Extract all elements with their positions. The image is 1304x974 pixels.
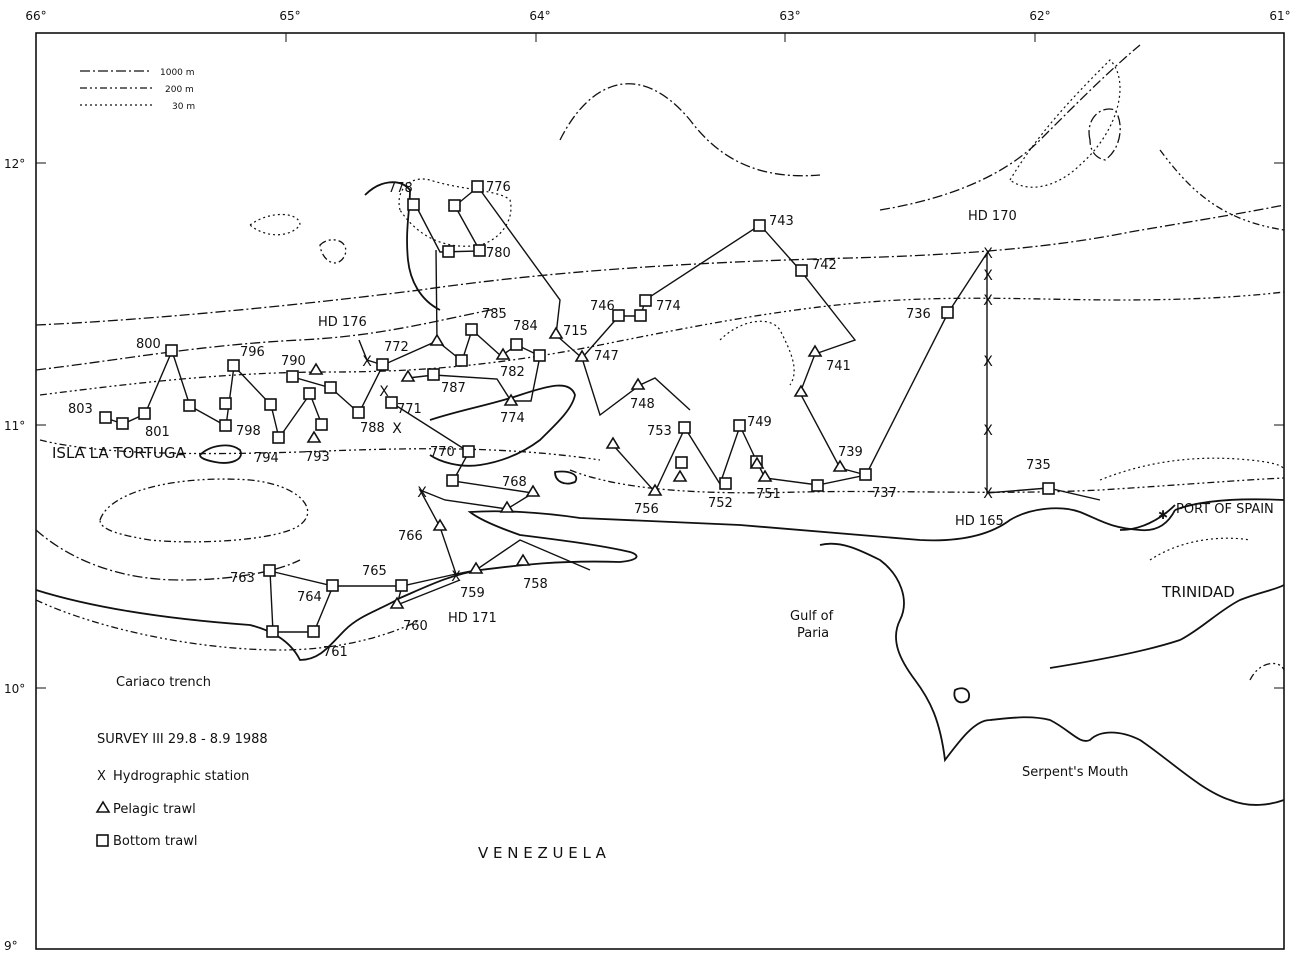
trinidad-label: TRINIDAD xyxy=(1162,583,1235,601)
bottom-trawl-square xyxy=(472,181,483,192)
station-label: 748 xyxy=(630,397,655,412)
bottom-trawl-square xyxy=(316,419,327,430)
hd-label: HD 165 xyxy=(955,514,1004,529)
bottom-trawl-square xyxy=(635,310,646,321)
pelagic-trawl-triangle xyxy=(402,371,414,381)
lat-tick-9: 9° xyxy=(4,939,18,953)
isla-la-tortuga-label: ISLA LA TORTUGA xyxy=(52,444,186,462)
station-label: 753 xyxy=(647,424,672,439)
hydro-x-marker: X xyxy=(362,354,372,370)
bottom-trawl-square xyxy=(734,420,745,431)
legend-pelagic-triangle-icon xyxy=(97,802,109,812)
bottom-trawl-square xyxy=(377,359,388,370)
station-label: 735 xyxy=(1026,458,1051,473)
bottom-trawl-square xyxy=(353,407,364,418)
bottom-trawl-square xyxy=(474,245,485,256)
station-label: 772 xyxy=(384,340,409,355)
hydro-x-marker: X xyxy=(983,423,993,439)
longitude-ticks xyxy=(25,9,1290,42)
hydro-x-marker: X xyxy=(983,268,993,284)
station-label: 803 xyxy=(68,402,93,417)
bottom-trawl-square xyxy=(264,565,275,576)
station-label: 778 xyxy=(388,181,413,196)
station-label: 765 xyxy=(362,564,387,579)
legend-bottom-label: Bottom trawl xyxy=(113,834,198,849)
lon-tick-66: 66° xyxy=(25,9,47,23)
pelagic-trawl-triangle xyxy=(834,461,846,471)
bottom-trawl-square xyxy=(184,400,195,411)
bottom-trawl-square xyxy=(327,580,338,591)
hydro-x-marker: X xyxy=(451,569,461,585)
bottom-trawl-square xyxy=(396,580,407,591)
lon-tick-64: 64° xyxy=(529,9,551,23)
station-label: 787 xyxy=(441,381,466,396)
pelagic-trawl-triangle xyxy=(795,386,807,396)
station-label: 768 xyxy=(502,475,527,490)
lon-tick-63: 63° xyxy=(779,9,801,23)
depth-legend xyxy=(80,68,195,112)
hydro-x-marker: X xyxy=(983,293,993,309)
bottom-trawl-square xyxy=(117,418,128,429)
bottom-trawl-square xyxy=(754,220,765,231)
pelagic-trawl-triangle xyxy=(674,471,686,481)
place-labels xyxy=(52,444,1274,862)
legend-bottom-square-icon xyxy=(97,835,108,846)
pelagic-trawl-triangle xyxy=(431,335,443,345)
bottom-trawl-square xyxy=(304,388,315,399)
bottom-trawl-square xyxy=(720,478,731,489)
station-label: 764 xyxy=(297,590,322,605)
map-frame xyxy=(36,33,1284,949)
station-label: 796 xyxy=(240,345,265,360)
station-label: 758 xyxy=(523,577,548,592)
pelagic-trawl-triangle xyxy=(470,563,482,573)
station-label: 774 xyxy=(656,299,681,314)
bottom-trawl-square xyxy=(463,446,474,457)
pelagic-trawl-triangle xyxy=(607,438,619,448)
station-label: 760 xyxy=(403,619,428,634)
bottom-trawl-square xyxy=(447,475,458,486)
bottom-trawl-square xyxy=(1043,483,1054,494)
bottom-trawl-markers xyxy=(100,181,1054,637)
hd-labels xyxy=(318,209,1017,626)
hydro-x-marker: X xyxy=(417,485,427,501)
station-label: 801 xyxy=(145,425,170,440)
bottom-trawl-square xyxy=(325,382,336,393)
station-label: 784 xyxy=(513,319,538,334)
hd-label: HD 170 xyxy=(968,209,1017,224)
cariaco-trench-label: Cariaco trench xyxy=(116,675,211,690)
gulf-of-paria-label: Gulf of xyxy=(790,609,834,624)
hydro-x-marker: X xyxy=(379,384,389,400)
bottom-trawl-square xyxy=(220,420,231,431)
bottom-trawl-square xyxy=(308,626,319,637)
bottom-trawl-square xyxy=(139,408,150,419)
bottom-trawl-square xyxy=(265,399,276,410)
pelagic-trawl-triangle xyxy=(434,520,446,530)
station-label: 780 xyxy=(486,246,511,261)
hydrographic-markers xyxy=(362,246,993,585)
bottom-trawl-square xyxy=(228,360,239,371)
lat-tick-10: 10° xyxy=(4,682,26,696)
bottom-trawl-square xyxy=(796,265,807,276)
bottom-trawl-square xyxy=(456,355,467,366)
station-label: 766 xyxy=(398,529,423,544)
station-label: 751 xyxy=(756,487,781,502)
station-label: 742 xyxy=(812,258,837,273)
bottom-trawl-square xyxy=(449,200,460,211)
hd-label: HD 171 xyxy=(448,611,497,626)
station-label: 752 xyxy=(708,496,733,511)
gulf-of-paria-label-2: Paria xyxy=(797,626,830,641)
pelagic-trawl-triangle xyxy=(759,471,771,481)
station-label: 800 xyxy=(136,337,161,352)
survey-title: SURVEY III 29.8 - 8.9 1988 xyxy=(97,732,268,747)
lat-tick-11: 11° xyxy=(4,419,26,433)
station-label: 739 xyxy=(838,445,863,460)
depth-contours xyxy=(36,45,1284,680)
bottom-trawl-square xyxy=(942,307,953,318)
hd-label: HD 176 xyxy=(318,315,367,330)
hydro-x-marker: X xyxy=(983,246,993,262)
hydro-x-marker: X xyxy=(983,486,993,502)
survey-legend xyxy=(97,732,268,849)
depth-legend-30: 30 m xyxy=(172,102,196,112)
bottom-trawl-square xyxy=(220,398,231,409)
port-of-spain-label: PORT OF SPAIN xyxy=(1176,502,1274,517)
bottom-trawl-square xyxy=(511,339,522,350)
bottom-trawl-square xyxy=(679,422,690,433)
station-label: 771 xyxy=(397,402,422,417)
pelagic-trawl-triangle xyxy=(550,328,562,338)
station-label: 793 xyxy=(305,450,330,465)
station-label: 763 xyxy=(230,571,255,586)
station-label: 785 xyxy=(482,307,507,322)
lon-tick-61: 61° xyxy=(1269,9,1291,23)
station-label: 794 xyxy=(254,451,279,466)
legend-pelagic-label: Pelagic trawl xyxy=(113,802,196,817)
station-tracks xyxy=(106,187,1100,632)
bottom-trawl-square xyxy=(812,480,823,491)
station-label: 743 xyxy=(769,214,794,229)
station-label: 756 xyxy=(634,502,659,517)
bottom-trawl-square xyxy=(443,246,454,257)
bottom-trawl-square xyxy=(408,199,419,210)
bottom-trawl-square xyxy=(100,412,111,423)
bottom-trawl-square xyxy=(273,432,284,443)
station-label: 770 xyxy=(430,445,455,460)
legend-hydro-label: Hydrographic station xyxy=(113,769,250,784)
bottom-trawl-square xyxy=(428,369,439,380)
station-label: 798 xyxy=(236,424,261,439)
pelagic-trawl-triangle xyxy=(527,486,539,496)
station-label: 746 xyxy=(590,299,615,314)
serpents-mouth-label: Serpent's Mouth xyxy=(1022,765,1129,780)
city-marker-icon: ✱ xyxy=(1158,508,1169,522)
bottom-trawl-square xyxy=(267,626,278,637)
depth-legend-1000: 1000 m xyxy=(160,68,195,78)
station-label: 737 xyxy=(872,486,897,501)
station-label: 774 xyxy=(500,411,525,426)
station-label: 759 xyxy=(460,586,485,601)
station-label: 788 xyxy=(360,421,385,436)
lon-tick-65: 65° xyxy=(279,9,301,23)
station-label: 782 xyxy=(500,365,525,380)
hydro-x-marker: X xyxy=(392,421,402,437)
bottom-trawl-square xyxy=(287,371,298,382)
station-label: 776 xyxy=(486,180,511,195)
pelagic-trawl-triangle xyxy=(517,555,529,565)
station-label: 741 xyxy=(826,359,851,374)
bottom-trawl-square xyxy=(640,295,651,306)
bottom-trawl-square xyxy=(466,324,477,335)
bottom-trawl-square xyxy=(166,345,177,356)
station-label: 747 xyxy=(594,349,619,364)
bottom-trawl-square xyxy=(534,350,545,361)
lat-tick-12: 12° xyxy=(4,157,26,171)
depth-legend-200: 200 m xyxy=(165,85,194,95)
pelagic-trawl-triangle xyxy=(308,432,320,442)
station-label: 761 xyxy=(323,645,348,660)
pelagic-trawl-triangle xyxy=(310,364,322,374)
station-label: 736 xyxy=(906,307,931,322)
legend-hydro-symbol: X xyxy=(97,769,106,784)
station-label: 749 xyxy=(747,415,772,430)
bottom-trawl-square xyxy=(676,457,687,468)
station-label: 715 xyxy=(563,324,588,339)
hydro-x-marker: X xyxy=(983,354,993,370)
venezuela-label: V E N E Z U E L A xyxy=(478,844,606,862)
lon-tick-62: 62° xyxy=(1029,9,1051,23)
pelagic-trawl-triangle xyxy=(809,346,821,356)
bottom-trawl-square xyxy=(860,469,871,480)
station-label: 790 xyxy=(281,354,306,369)
